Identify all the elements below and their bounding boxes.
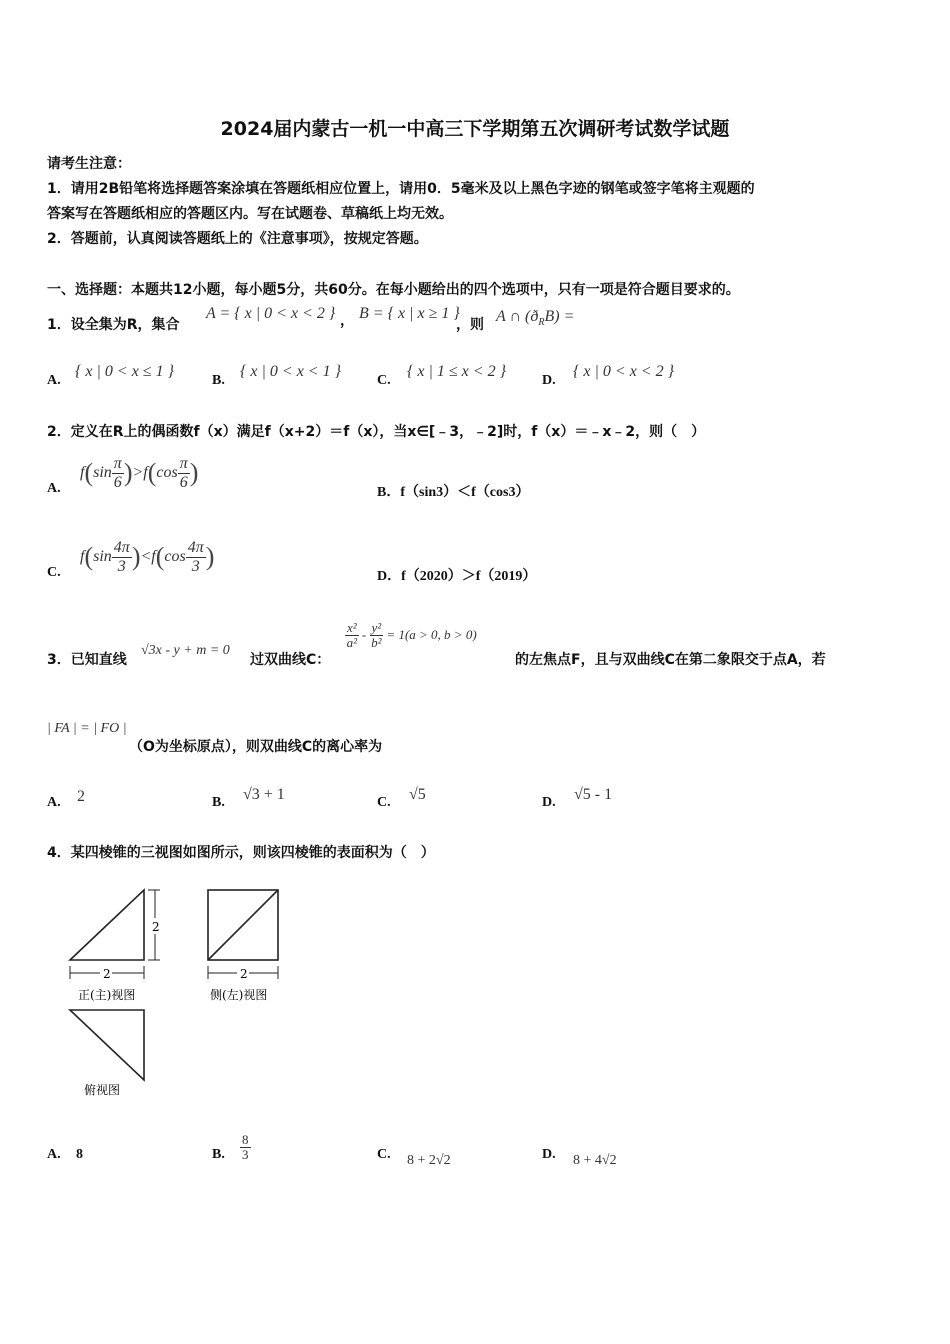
side-view-caption: 侧(左)视图	[210, 988, 268, 1002]
q2-option-c-label[interactable]: C.	[47, 565, 61, 580]
q2-option-b[interactable]: B．f（sin3）＜f（cos3）	[377, 485, 530, 500]
q3-condition: | FA | = | FO |	[47, 721, 127, 736]
q3-mid: 过双曲线C：	[250, 652, 331, 668]
q2-a-frac2: $\frac{\pi}{6}$	[179, 455, 188, 491]
q3-condition-text: （O为坐标原点），则双曲线C的离心率为	[129, 739, 383, 755]
q2-option-c-expr: f(sin $\frac{4\pi}{3}$ )<f(cos $\frac{4\pi}{3}$ )	[80, 539, 215, 575]
q3-option-c-value: √5	[409, 786, 426, 803]
q1-comma: ，	[340, 313, 354, 329]
three-view-figure	[60, 880, 300, 1105]
q1-option-c-value: { x | 1 ≤ x < 2 }	[407, 363, 506, 380]
q4-option-a-label[interactable]: A.	[47, 1147, 61, 1162]
q1-prefix: 1．设全集为R，集合	[47, 317, 180, 333]
q3-suffix: 的左焦点F，且与双曲线C在第二象限交于点A，若	[515, 652, 826, 668]
q1-option-a-value: { x | 0 < x ≤ 1 }	[75, 363, 174, 380]
top-view	[70, 1010, 144, 1080]
notice-item-1a: 1．请用2B铅笔将选择题答案涂填在答题纸相应位置上，请用0．5毫米及以上黑色字迹的钢笔或签字笔将主观题的	[47, 181, 755, 197]
q3-option-b-value: √3 + 1	[243, 786, 285, 803]
q2-c-lt: <	[140, 547, 152, 565]
q2-option-a-expr: f(sin $\frac{\pi}{6}$ )>f(cos $\frac{\pi}{6}$ )	[80, 455, 199, 491]
q1-then: ，则	[456, 317, 484, 333]
q4-stem: 4．某四棱锥的三视图如图所示，则该四棱锥的表面积为（ ）	[47, 845, 435, 861]
side-width-label: 2	[240, 967, 248, 981]
page-title: 2024届内蒙古一机一中高三下学期第五次调研考试数学试题	[220, 118, 730, 140]
q2-c-frac1: $\frac{4\pi}{3}$	[113, 539, 130, 575]
notice-heading: 请考生注意：	[47, 156, 131, 172]
notice-item-1b: 答案写在答题纸相应的答题区内。写在试题卷、草稿纸上均无效。	[47, 206, 453, 222]
q2-a-cos: cos	[156, 463, 178, 481]
q1-option-d-value: { x | 0 < x < 2 }	[573, 363, 674, 380]
q3-frac-x: $\frac{\text{x²}}{\text{a²}}$	[346, 620, 358, 651]
q1-expr-sub: R	[538, 317, 545, 329]
front-view-triangle	[70, 890, 144, 960]
q4-option-d-label[interactable]: D.	[542, 1147, 556, 1162]
q2-stem: 2．定义在R上的偶函数f（x）满足f（x+2）＝f（x），当x∈[﹣3，﹣2]时，f（x）＝﹣x﹣2，则（ ）	[47, 424, 706, 440]
front-width-label: 2	[103, 967, 111, 981]
q4-option-b-label[interactable]: B.	[212, 1147, 225, 1162]
q4-option-c-label[interactable]: C.	[377, 1147, 391, 1162]
q1-option-d-label[interactable]: D.	[542, 373, 556, 388]
q4-option-b-value: $\frac{8}{3}$	[242, 1132, 249, 1163]
notice-item-2: 2．答题前，认真阅读答题纸上的《注意事项》，按规定答题。	[47, 231, 428, 247]
q1-option-a-label[interactable]: A.	[47, 373, 61, 388]
q3-prefix: 3．已知直线	[47, 652, 127, 668]
q3-option-b-label[interactable]: B.	[212, 795, 225, 810]
front-view-caption: 正(主)视图	[78, 988, 136, 1002]
q1-expr-a: A ∩ (ð	[496, 308, 539, 325]
q1-option-b-value: { x | 0 < x < 1 }	[240, 363, 341, 380]
q4-option-a-value: 8	[76, 1147, 83, 1162]
q2-a-f1: f	[80, 463, 85, 481]
q2-c-frac2: $\frac{4\pi}{3}$	[187, 539, 204, 575]
q2-a-frac1: $\frac{\pi}{6}$	[113, 455, 122, 491]
q1-set-a: A = { x | 0 < x < 2 }	[206, 305, 336, 322]
q2-a-sin: sin	[93, 463, 112, 481]
q3-option-d-label[interactable]: D.	[542, 795, 556, 810]
q3-frac-y: $\frac{\text{y²}}{\text{b²}}$	[371, 620, 382, 651]
q1-set-b: B = { x | x ≥ 1 }	[359, 305, 460, 322]
q1-option-b-label[interactable]: B.	[212, 373, 225, 388]
top-view-caption: 俯视图	[84, 1083, 121, 1097]
q3-option-d-value: √5 - 1	[574, 786, 613, 803]
q4-option-c-value: 8 + 2√2	[407, 1153, 451, 1168]
q2-option-a-label[interactable]: A.	[47, 481, 61, 496]
q2-option-d[interactable]: D．f（2020）＞f（2019）	[377, 569, 537, 584]
q1-option-c-label[interactable]: C.	[377, 373, 391, 388]
q2-a-gt: >	[132, 463, 144, 481]
q3-option-c-label[interactable]: C.	[377, 795, 391, 810]
section-heading: 一、选择题：本题共12小题，每小题5分，共60分。在每小题给出的四个选项中，只有一项是符合题目要求的。	[47, 282, 740, 298]
q3-option-a-label[interactable]: A.	[47, 795, 61, 810]
q3-line: √3x - y + m = 0	[141, 643, 230, 658]
q1-expression	[496, 308, 574, 328]
front-view	[70, 890, 160, 979]
front-height-label: 2	[152, 920, 160, 934]
q1-expr-b: B) =	[544, 308, 575, 325]
q3-hyperbola: $\frac{\text{x²}}{\text{a²}}$ - $\frac{\text{y²}}{\text{b²}}$ = 1(a > 0, b > 0)	[346, 620, 477, 651]
q3-option-a-value: 2	[77, 788, 85, 805]
q4-option-d-value: 8 + 4√2	[573, 1153, 617, 1168]
